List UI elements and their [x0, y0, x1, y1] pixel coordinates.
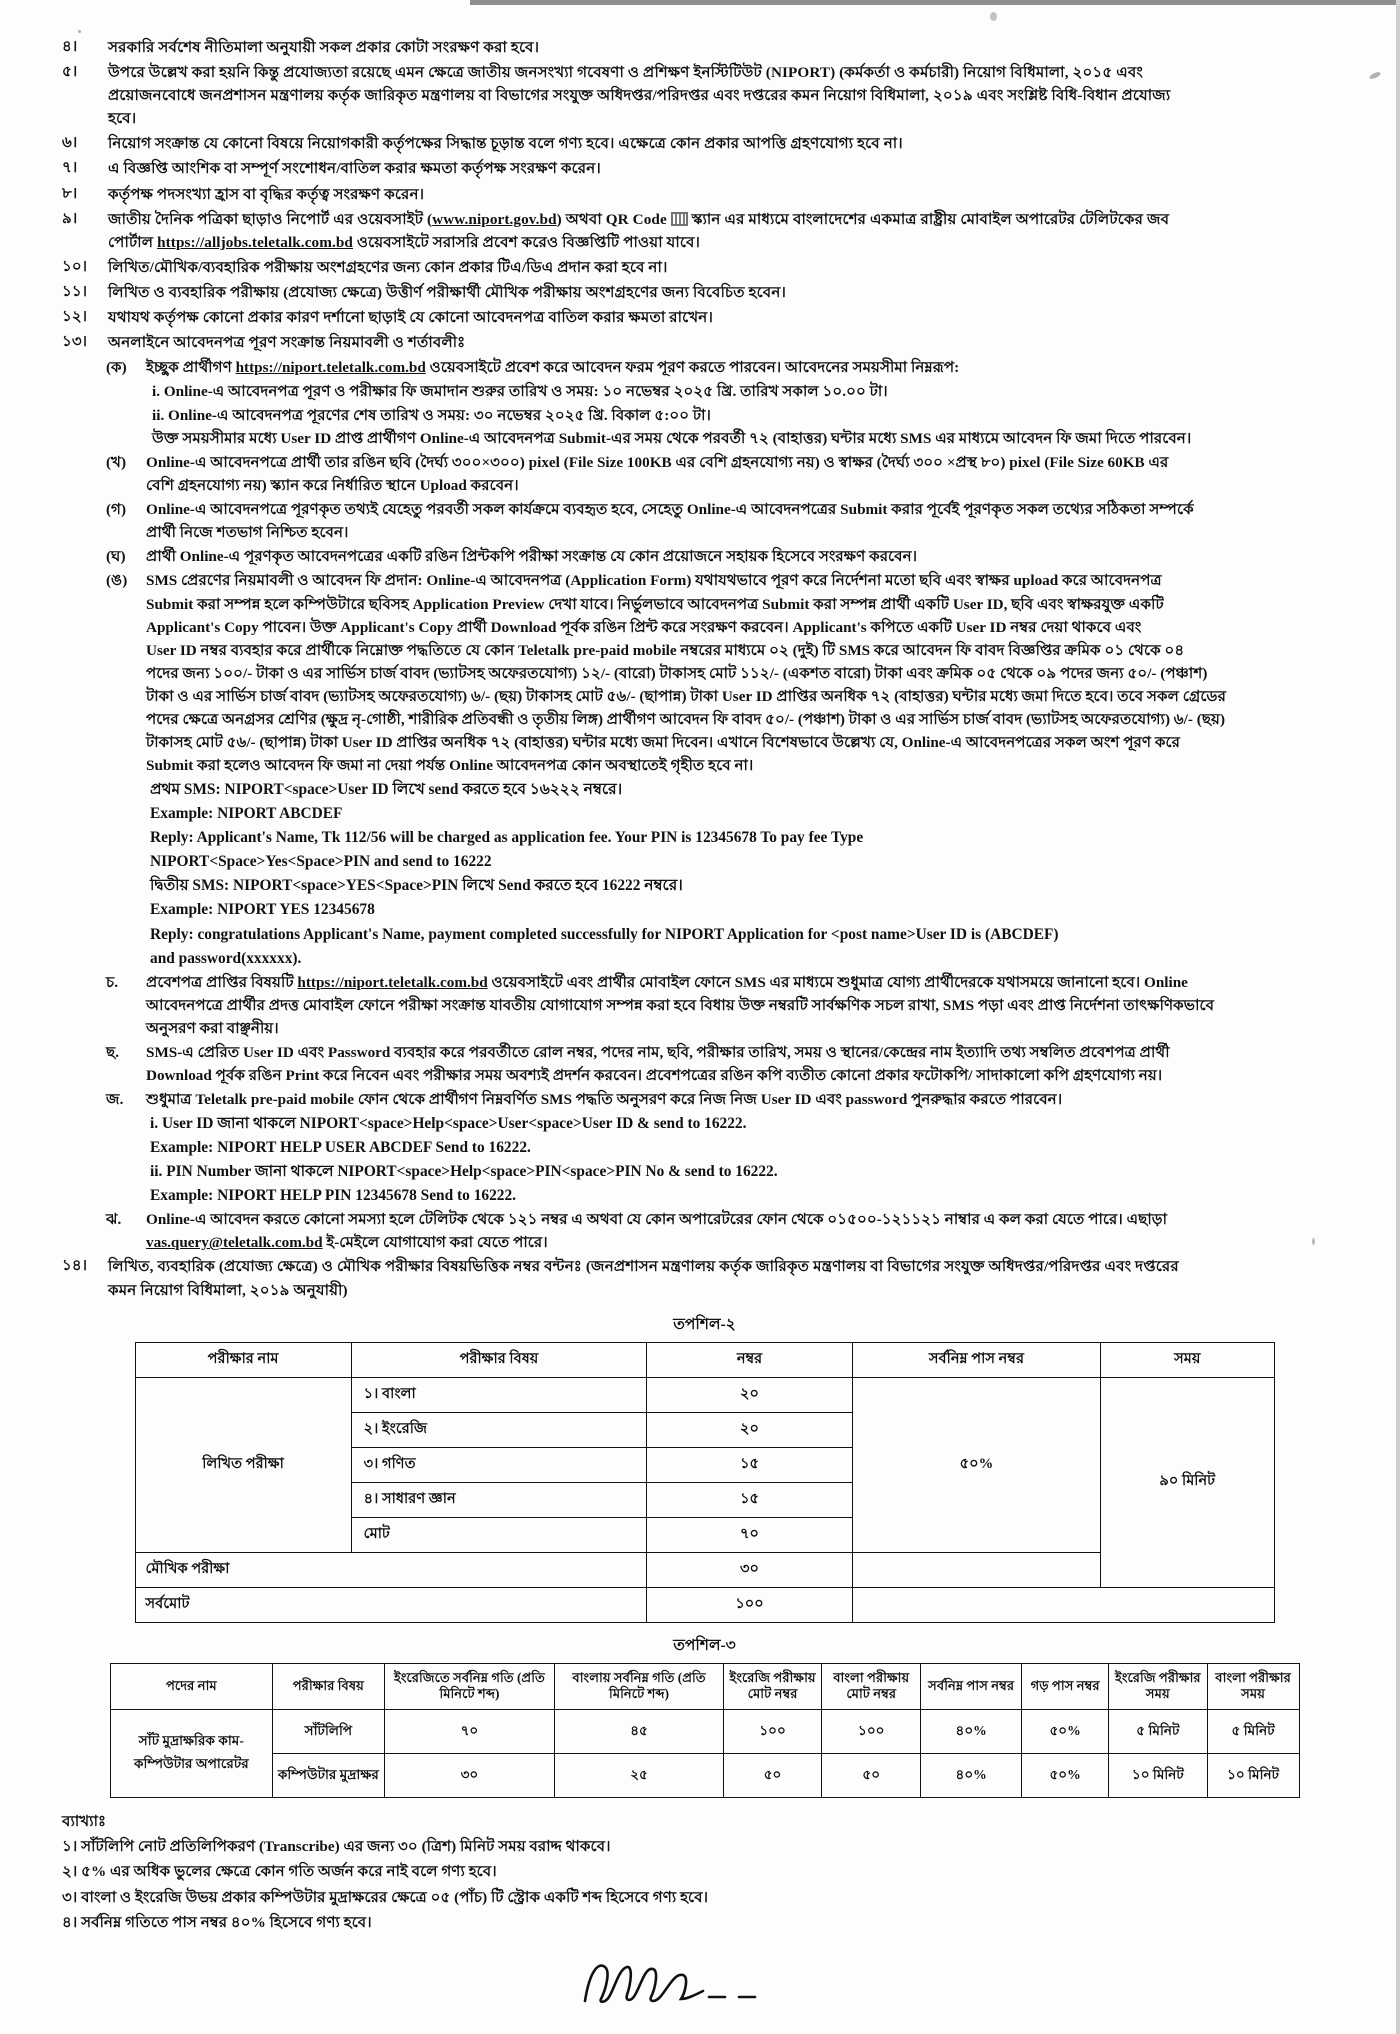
cell-grandtotal-marks: ১০০ [647, 1587, 853, 1622]
subclause-text: ইচ্ছুক প্রার্থীগণ https://niport.teletalk.com.bd ওয়েবসাইটে প্রবেশ করে আবেদন ফরম পূরণ করতে পারবেন। আবেদনের সময়সীমা নিম্নরূপ: [146, 359, 960, 377]
cell-post-name: সাঁট মুদ্রাক্ষরিক কাম-কম্পিউটার অপারেটর [110, 1709, 273, 1797]
inline-link[interactable]: www.niport.gov.bd [432, 210, 557, 228]
subclause-label: (ঘ) [106, 548, 126, 566]
clause-6 [62, 132, 1347, 155]
subclause-line: প্রবেশপত্র প্রাপ্তির বিষয়টি https://niport.teletalk.com.bd ওয়েবসাইটে এবং প্রার্থীর মোবাইল ফোনে SMS এর মাধ্যমে শুধুমাত্র যোগ্য প্রার্থীদেরকে যথাসময়ে জানানো হবে। Online [146, 973, 1188, 991]
cell-min-pass: ৫০% [852, 1377, 1100, 1552]
handwritten-signature-icon [575, 1953, 835, 2013]
subclause-text: প্রার্থী Online-এ পূরণকৃত আবেদনপত্রের একটি রঙিন প্রিন্টকপি পরীক্ষা সংক্রান্ত যে কোন প্রয়োজনে সহায়ক হিসেবে সংরক্ষণ করবেন। [146, 548, 918, 566]
clause-text: নিয়োগ সংক্রান্ত যে কোনো বিষয়ে নিয়োগকারী কর্তৃপক্ষের সিদ্ধান্ত চূড়ান্ত বলে গণ্য হবে। এক্ষেত্রে কোন প্রকার আপত্তি গ্রহণযোগ্য হবে না। [108, 135, 903, 153]
sms-second-reply-cont: and password(xxxxxx). [150, 949, 302, 967]
cell-marks: ২০ [647, 1377, 853, 1412]
clause-number: ১২। [62, 309, 88, 326]
cell-bn-time: ৫ মিনিট [1207, 1709, 1299, 1753]
clause-text: অনলাইনে আবেদনপত্র পূরণ সংক্রান্ত নিয়মাবলী ও শর্তাবলীঃ [108, 334, 466, 352]
subclause-cha [106, 971, 1347, 1040]
subclause-uo [106, 569, 1347, 777]
subclause-line: SMS প্রেরণের নিয়মাবলী ও আবেদন ফি প্রদান: Online-এ আবেদনপত্র (Application Form) যথাযথভাবে পূরণ করে নির্দেশনা মতো ছবি এবং স্বাক্ষর upload করে আবেদনপত্র [146, 572, 1162, 590]
subclause-line: পদের ক্ষেত্রে অনগ্রসর শ্রেণির (ক্ষুদ্র নৃ-গোষ্ঠী, শারীরিক প্রতিবন্ধী ও তৃতীয় লিঙ্গ) প্রার্থীগণ আবেদন ফি বাবদ ৫০/- (পঞ্চাশ) টাকা ও এর সার্ভিস চার্জ বাবদ (ভ্যাটসহ অফেরতযোগ্য) ৬/- (ছয়) [146, 711, 1226, 729]
subclause-line: vas.query@teletalk.com.bd ই-মেইলে যোগাযোগ করা যেতে পারে। [146, 1234, 548, 1252]
clause-text [108, 208, 1347, 254]
subclause-label: (ক) [106, 359, 127, 377]
cell-subject-total: মোট [351, 1517, 647, 1552]
subclause-label: ছ. [106, 1043, 120, 1061]
subclause-chha [106, 1041, 1347, 1087]
cell-avg-pass: ৫০% [1022, 1753, 1109, 1797]
qr-code-icon [671, 212, 688, 226]
table-row [110, 1753, 1299, 1797]
th-bn-speed: বাংলায় সর্বনিম্ন গতি (প্রতি মিনিটে শব্দ) [555, 1663, 723, 1709]
subclause-label: (ঙ) [106, 572, 128, 590]
cell-bn-total: ৫০ [822, 1753, 921, 1797]
cell-eng-speed: ৭০ [384, 1709, 555, 1753]
cell-grandtotal-blank [852, 1587, 1274, 1622]
subclause-ja [106, 1088, 1347, 1111]
cell-eng-time: ১০ মিনিট [1109, 1753, 1208, 1797]
cell-eng-total: ১০০ [723, 1709, 822, 1753]
cell-min-pass: ৪০% [921, 1753, 1022, 1797]
subclause-line: User ID নম্বর ব্যবহার করে প্রার্থীকে নিম্নোক্ত পদ্ধতিতে যে কোন Teletalk pre-paid mobile নম্বরের মাধ্যমে ০২ (দুই) টি SMS করে আবেদন ফি বাবদ বিজ্ঞপ্তির ক্রমিক ০১ থেকে ০৪ [146, 641, 1185, 659]
subclause-text [146, 498, 1347, 544]
cell-subject: সাঁটলিপি [273, 1709, 384, 1753]
subclause-ka-item-3: উক্ত সময়সীমার মধ্যে User ID প্রাপ্ত প্রার্থীগণ Online-এ আবেদনপত্র Submit-এর সময় থেকে পরবর্তী ৭২ (বাহাত্তর) ঘন্টার মধ্যে SMS এর মাধ্যমে আবেদন ফি জমা দিতে পারবেন। [152, 430, 1192, 448]
subclause-line: অনুসরণ করা বাঞ্ছনীয়। [146, 1019, 279, 1037]
scan-speck [1312, 1238, 1315, 1245]
clause-text: লিখিত ও ব্যবহারিক পরীক্ষায় (প্রযোজ্য ক্ষেত্রে) উত্তীর্ণ পরীক্ষার্থী মৌখিক পরীক্ষায় অংশগ্রহণের জন্য বিবেচিত হবেন। [108, 283, 787, 301]
clause-text [108, 1255, 1347, 1301]
clause-12 [62, 306, 1347, 329]
inline-link[interactable]: vas.query@teletalk.com.bd [146, 1234, 323, 1252]
notes-heading: ব্যাখ্যাঃ [62, 1812, 107, 1830]
notes-section [62, 1810, 1347, 1936]
clause-number: ৬। [62, 135, 78, 152]
th-min-pass: সর্বনিম্ন পাস নম্বর [852, 1342, 1100, 1377]
subclause-text: শুধুমাত্র Teletalk pre-paid mobile ফোন থেকে প্রার্থীগণ নিম্নবর্ণিত SMS পদ্ধতি অনুসরণ করে নিজ নিজ User ID এবং password পুনরুদ্ধার করতে পারবেন। [146, 1091, 1063, 1109]
th-time: সময় [1101, 1342, 1274, 1377]
subclause-text [146, 1041, 1347, 1087]
cell-eng-total: ৫০ [723, 1753, 822, 1797]
subclause-line: Submit করা সম্পন্ন হলে কম্পিউটারে ছবিসহ Application Preview দেখা যাবে। নির্ভুলভাবে আবেদনপত্র Submit করা সম্পন্ন প্রার্থী একটি User ID, ছবি এবং স্বাক্ষরযুক্ত একটি [146, 595, 1164, 613]
clause-13 [62, 331, 1347, 354]
recovery-pin-instruction: ii. PIN Number জানা থাকলে NIPORT<space>Help<space>PIN<space>PIN No & send to 16222. [150, 1163, 778, 1181]
cell-subject: কম্পিউটার মুদ্রাক্ষর [273, 1753, 384, 1797]
subclause-line: Submit করা হলেও আবেদন ফি জমা না দেয়া পর্যন্ত Online আবেদনপত্র কোন অবস্থাতেই গৃহীত হবে না। [146, 757, 754, 775]
clause-10 [62, 256, 1347, 279]
clause-number: ৫। [62, 64, 78, 81]
subclause-text [146, 451, 1347, 497]
cell-bn-time: ১০ মিনিট [1207, 1753, 1299, 1797]
th-exam-subject: পরীক্ষার বিষয় [351, 1342, 647, 1377]
inline-link[interactable]: https://alljobs.teletalk.com.bd [157, 233, 353, 251]
cell-viva-pass [852, 1552, 1100, 1587]
clause-number: ১৩। [62, 334, 88, 351]
clause-14 [62, 1255, 1347, 1301]
note-line-1: ১। সাঁটলিপি নোট প্রতিলিপিকরণ (Transcribe) এর জন্য ৩০ (ত্রিশ) মিনিট সময় বরাদ্দ থাকবে। [62, 1837, 611, 1855]
subclause-line: পদের জন্য ১০০/- টাকা ও এর সার্ভিস চার্জ বাবদ (ভ্যাটসহ অফেরতযোগ্য) ১২/- (বারো) টাকাসহ মোট ১১২/- (একশত বারো) টাকা এবং ক্রমিক ০৫ থেকে ০৯ পদের জন্য ৫০/- (পঞ্চাশ) [146, 664, 1208, 682]
clause-text: লিখিত/মৌখিক/ব্যবহারিক পরীক্ষায় অংশগ্রহণের জন্য কোন প্রকার টিএ/ডিএ প্রদান করা হবে না। [108, 258, 668, 276]
subclause-gha [106, 545, 1347, 568]
th-avg-pass: গড় পাস নম্বর [1022, 1663, 1109, 1709]
inline-link[interactable]: https://niport.teletalk.com.bd [235, 359, 426, 377]
sms-second-reply: Reply: congratulations Applicant's Name, payment completed successfully for NIPORT Application for <post name>User ID is (ABCDEF) [150, 925, 1059, 943]
subclause-kha [106, 451, 1347, 497]
cell-subject: ৪। সাধারণ জ্ঞান [351, 1482, 647, 1517]
note-line-3: ৩। বাংলা ও ইংরেজি উভয় প্রকার কম্পিউটার মুদ্রাক্ষরের ক্ষেত্রে ০৫ (পাঁচ) টি স্ট্রোক একটি শব্দ হিসেবে গণ্য হবে। [62, 1888, 709, 1906]
sms-first-example: Example: NIPORT ABCDEF [150, 805, 343, 823]
subclause-label: চ. [106, 973, 118, 991]
clause-5 [62, 61, 1347, 130]
cell-bn-speed: ৪৫ [555, 1709, 723, 1753]
th-eng-total: ইংরেজি পরীক্ষায় মোট নম্বর [723, 1663, 822, 1709]
th-exam-name: পরীক্ষার নাম [135, 1342, 351, 1377]
subclause-label: ঝ. [106, 1211, 122, 1229]
subclause-text [146, 971, 1347, 1040]
subclause-label: জ. [106, 1091, 124, 1109]
cell-grandtotal-label: সর্বমোট [135, 1587, 647, 1622]
clause-text: এ বিজ্ঞপ্তি আংশিক বা সম্পূর্ণ সংশোধন/বাতিল করার ক্ষমতা কর্তৃপক্ষ সংরক্ষণ করেন। [108, 160, 601, 178]
cell-viva-marks: ৩০ [647, 1552, 853, 1587]
clause-4 [62, 36, 1347, 59]
note-line-2: ২। ৫% এর অধিক ভুলের ক্ষেত্রে কোন গতি অর্জন করে নাই বলে গণ্য হবে। [62, 1863, 497, 1881]
cell-marks: ২০ [647, 1412, 853, 1447]
sms-first-instruction: প্রথম SMS: NIPORT<space>User ID লিখে send করতে হবে ১৬২২২ নম্বরে। [150, 781, 623, 799]
subclause-ga [106, 498, 1347, 544]
subclause-ka [106, 356, 1347, 379]
document-content [62, 36, 1347, 2013]
subclause-label: (খ) [106, 454, 127, 471]
clause-number: ১১। [62, 283, 88, 300]
table-header-row [135, 1342, 1274, 1377]
cell-subject: ২। ইংরেজি [351, 1412, 647, 1447]
clause-number: ১৪। [62, 1258, 88, 1275]
subclause-ka-item-2: ii. Online-এ আবেদনপত্র পূরণের শেষ তারিখ ও সময়: ৩০ নভেম্বর ২০২৫ খ্রি. বিকাল ৫:০০ টা। [152, 406, 711, 424]
clause-9 [62, 208, 1347, 254]
cell-written-exam: লিখিত পরীক্ষা [135, 1377, 351, 1552]
subclause-text [146, 1208, 1347, 1254]
subclause-line: বেশি গ্রহনযোগ্য নয়) স্ক্যান করে নির্ধারিত স্থানে Upload করবেন। [146, 477, 519, 495]
clause-number: ৮। [62, 185, 78, 202]
clause-line: হবে। [108, 110, 137, 128]
cell-avg-pass: ৫০% [1022, 1709, 1109, 1753]
sms-second-example: Example: NIPORT YES 12345678 [150, 901, 375, 919]
clause-text: কর্তৃপক্ষ পদসংখ্যা হ্রাস বা বৃদ্ধির কর্তৃত্ব সংরক্ষণ করেন। [108, 185, 425, 203]
subclause-text [146, 569, 1347, 777]
schedule3-table [110, 1663, 1300, 1798]
cell-subject: ৩। গণিত [351, 1447, 647, 1482]
clause-text: সরকারি সর্বশেষ নীতিমালা অনুযায়ী সকল প্রকার কোটা সংরক্ষণ করা হবে। [108, 39, 540, 56]
subclause-line: Online-এ আবেদন করতে কোনো সমস্যা হলে টেলিটক থেকে ১২১ নম্বর এ অথবা যে কোন অপারেটরের ফোন থেকে ০১৫০০-১২১১২১ নাম্বার এ কল করা যেতে পারে। এছাড়া [146, 1211, 1168, 1229]
recovery-userid-example: Example: NIPORT HELP USER ABCDEF Send to 16222. [150, 1139, 531, 1157]
sms-first-reply-cont: NIPORT<Space>Yes<Space>PIN and send to 16222 [150, 853, 492, 871]
clause-11 [62, 281, 1347, 304]
th-bn-time: বাংলা পরীক্ষার সময় [1207, 1663, 1299, 1709]
th-min-pass: সর্বনিম্ন পাস নম্বর [921, 1663, 1022, 1709]
inline-link[interactable]: https://niport.teletalk.com.bd [297, 973, 488, 991]
clause-line: প্রয়োজনবোধে জনপ্রশাসন মন্ত্রণালয় কর্তৃক জারিকৃত মন্ত্রণালয় বা বিভাগের সংযুক্ত অধিদপ্তর/পরিদপ্তর এবং দপ্তরের কমন নিয়োগ বিধিমালা, ২০১৯ এবং সংশ্লিষ্ট বিধি-বিধান প্রযোজ্য [108, 87, 1171, 105]
th-eng-speed: ইংরেজিতে সর্বনিম্ন গতি (প্রতি মিনিটে শব্দ) [384, 1663, 555, 1709]
scan-speck [990, 12, 997, 21]
clause-line-with-qr [108, 208, 1347, 231]
sms-first-reply: Reply: Applicant's Name, Tk 112/56 will be charged as application fee. Your PIN is 12345678 To pay fee Type [150, 829, 864, 847]
subclause-line: টাকা ও এর সার্ভিস চার্জ বাবদ (ভ্যাটসহ অফেরতযোগ্য) ৬/- (ছয়) টাকাসহ মোট ৫৬/- (ছাপান্ন) টাকা User ID প্রাপ্তির অনধিক ৭২ (বাহাত্তর) ঘন্টার মধ্যে জমা দিতে হবে। তবে সকল গ্রেডের [146, 687, 1226, 705]
subclause-ka-item-1: i. Online-এ আবেদনপত্র পূরণ ও পরীক্ষার ফি জমাদান শুরুর তারিখ ও সময়: ১০ নভেম্বর ২০২৫ খ্রি. তারিখ সকাল ১০.০০ টা। [152, 383, 888, 401]
scan-speck [78, 30, 81, 33]
subclause-line: Download পূর্বক রঙিন Print করে নিবেন এবং পরীক্ষার সময় অবশ্যই প্রদর্শন করবেন। প্রবেশপত্রের রঙিন কপি ব্যতীত কোনো প্রকার ফটোকপি/ সাদাকালো কপি গ্রহণযোগ্য নয়। [146, 1066, 1163, 1084]
subclause-line: Online-এ আবেদনপত্রে প্রার্থী তার রঙিন ছবি (দৈর্ঘ্য ৩০০×৩০০) pixel (File Size 100KB এর বেশি গ্রহনযোগ্য নয়) ও স্বাক্ষর (দৈর্ঘ্য ৩০০ ×প্রস্থ ৮০) pixel (File Size 60KB এর [146, 454, 1169, 471]
note-line-4: ৪। সর্বনিম্ন গতিতে পাস নম্বর ৪০% হিসেবে গণ্য হবে। [62, 1913, 372, 1931]
cell-viva-label: মৌখিক পরীক্ষা [135, 1552, 647, 1587]
clause-number: ৭। [62, 160, 78, 177]
clause-8 [62, 183, 1347, 206]
table-header-row [110, 1663, 1299, 1709]
th-marks: নম্বর [647, 1342, 853, 1377]
subclause-line: টাকাসহ মোট ৫৬/- (ছাপান্ন) টাকা User ID প্রাপ্তির অনধিক ৭২ (বাহাত্তর) ঘন্টার মধ্যে জমা দিবেন। এখানে বিশেষভাবে উল্লেখ্য যে, Online-এ আবেদনপত্রের সকল অংশ পূরণ করে [146, 734, 1180, 752]
cell-marks: ১৫ [647, 1482, 853, 1517]
cell-bn-total: ১০০ [822, 1709, 921, 1753]
clause-line: লিখিত, ব্যবহারিক (প্রযোজ্য ক্ষেত্রে) ও মৌখিক পরীক্ষার বিষয়ভিত্তিক নম্বর বন্টনঃ (জনপ্রশাসন মন্ত্রণালয় কর্তৃক জারিকৃত মন্ত্রণালয় বা বিভাগের সংযুক্ত অধিদপ্তর/পরিদপ্তর এবং দপ্তরের [108, 1258, 1179, 1276]
subclause-line: SMS-এ প্রেরিত User ID এবং Password ব্যবহার করে পরবর্তীতে রোল নম্বর, পদের নাম, ছবি, পরীক্ষার তারিখ, সময় ও স্থানের/কেন্দ্রের নাম ইত্যাদি তথ্য সম্বলিত প্রবেশপত্র প্রার্থী [146, 1043, 1170, 1061]
table-row-grandtotal [135, 1587, 1274, 1622]
subclause-line: আবেদনপত্রে প্রার্থীর প্রদত্ত মোবাইল ফোনে পরীক্ষা সংক্রান্ত যাবতীয় যোগাযোগ সম্পন্ন করা হবে বিধায় উক্ত নম্বরটি সার্বক্ষণিক সচল রাখা, SMS পড়া এবং প্রাপ্ত নির্দেশনা তাৎক্ষণিকভাবে [146, 996, 1215, 1014]
th-eng-time: ইংরেজি পরীক্ষার সময় [1109, 1663, 1208, 1709]
cell-marks: ১৫ [647, 1447, 853, 1482]
schedule2-title: তপশিল-২ [673, 1315, 736, 1333]
clause-text [108, 61, 1347, 130]
sms-second-instruction: দ্বিতীয় SMS: NIPORT<space>YES<Space>PIN লিখে Send করতে হবে 16222 নম্বরে। [150, 877, 683, 895]
th-bn-total: বাংলা পরীক্ষায় মোট নম্বর [822, 1663, 921, 1709]
clause-line: কমন নিয়োগ বিধিমালা, ২০১৯ অনুযায়ী) [108, 1281, 348, 1299]
cell-marks-total: ৭০ [647, 1517, 853, 1552]
clause-text: যথাযথ কর্তৃপক্ষ কোনো প্রকার কারণ দর্শানো ছাড়াই যে কোনো আবেদনপত্র বাতিল করার ক্ষমতা রাখেন। [108, 309, 713, 327]
signature-block [62, 1953, 1347, 2013]
recovery-userid-instruction: i. User ID জানা থাকলে NIPORT<space>Help<space>User<space>User ID & send to 16222. [150, 1115, 747, 1133]
cell-time: ৯০ মিনিট [1101, 1377, 1274, 1587]
cell-bn-speed: ২৫ [555, 1753, 723, 1797]
th-exam-subject: পরীক্ষার বিষয় [273, 1663, 384, 1709]
clause-number: ১০। [62, 258, 88, 275]
clause-line-b: পোর্টাল https://alljobs.teletalk.com.bd ওয়েবসাইটে সরাসরি প্রবেশ করেও বিজ্ঞপ্তিটি পাওয়া যাবে। [108, 233, 701, 251]
schedule2-table [135, 1342, 1275, 1623]
clause-number: ৯। [62, 210, 78, 227]
clause-line: উপরে উল্লেখ করা হয়নি কিন্তু প্রযোজ্যতা রয়েছে এমন ক্ষেত্রে জাতীয় জনসংখ্যা গবেষণা ও প্রশিক্ষণ ইনস্টিটিউট (NIPORT) (কর্মকর্তা ও কর্মচারী) নিয়োগ বিধিমালা, ২০১৫ এবং [108, 64, 1143, 82]
clause-line-a: জাতীয় দৈনিক পত্রিকা ছাড়াও নিপোর্ট এর ওয়েবসাইট (www.niport.gov.bd) অথবা QR Code স্ক্যান এর মাধ্যমে বাংলাদেশের একমাত্র রাষ্ট্রীয় মোবাইল অপারেটর টেলিটকের জব [108, 210, 1170, 228]
subclause-line: Online-এ আবেদনপত্রে পূরণকৃত তথ্যই যেহেতু পরবর্তী সকল কার্যক্রমে ব্যবহৃত হবে, সেহেতু Online-এ আবেদনপত্রের Submit করার পূর্বেই পূরণকৃত সকল তথ্যের সঠিকতা সম্পর্কে [146, 501, 1194, 519]
th-post-name: পদের নাম [110, 1663, 273, 1709]
cell-min-pass: ৪০% [921, 1709, 1022, 1753]
clause-7 [62, 157, 1347, 180]
cell-eng-speed: ৩০ [384, 1753, 555, 1797]
table-row [135, 1377, 1274, 1412]
subclause-line: Applicant's Copy পাবেন। উক্ত Applicant's Copy প্রার্থী Download পূর্বক রঙিন প্রিন্ট করে সংরক্ষণ করবেন। Applicant's কপিতে একটি User ID নম্বর দেয়া থাকবে এবং [146, 618, 1142, 636]
clause-number: ৪। [62, 39, 78, 55]
table-row [110, 1709, 1299, 1753]
cell-subject: ১। বাংলা [351, 1377, 647, 1412]
subclause-line: প্রার্থী নিজে শতভাগ নিশ্চিত হবেন। [146, 524, 349, 542]
subclause-jha [106, 1208, 1347, 1254]
cell-eng-time: ৫ মিনিট [1109, 1709, 1208, 1753]
schedule3-title: তপশিল-৩ [673, 1636, 736, 1654]
subclause-label: (গ) [106, 501, 127, 519]
recovery-pin-example: Example: NIPORT HELP PIN 12345678 Send to 16222. [150, 1187, 517, 1205]
